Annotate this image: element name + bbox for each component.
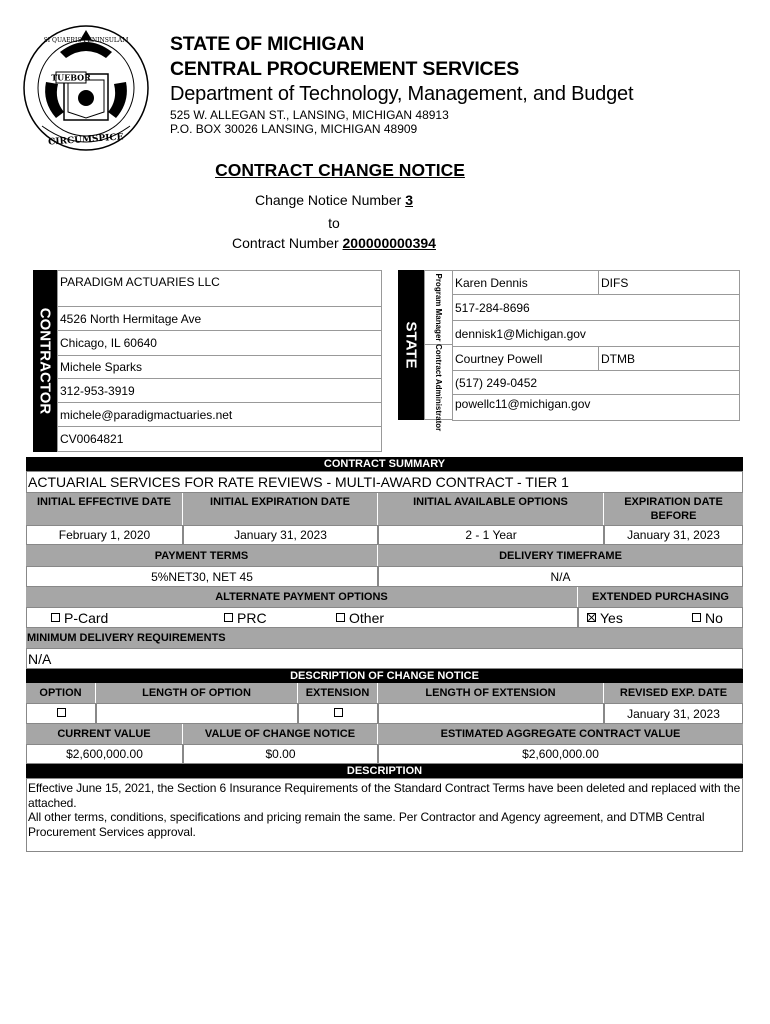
prc-option[interactable]: PRC bbox=[224, 610, 267, 626]
contractor-name: PARADIGM ACTUARIES LLC bbox=[58, 271, 381, 307]
contract-administrator-email: powellc11@michigan.gov bbox=[455, 397, 591, 411]
aggregate-value: $2,600,000.00 bbox=[378, 744, 743, 764]
initial-expiration-date-header: INITIAL EXPIRATION DATE bbox=[183, 493, 378, 525]
value-of-change-header: VALUE OF CHANGE NOTICE bbox=[183, 724, 378, 744]
extended-purchasing bbox=[578, 607, 743, 628]
option-checkbox[interactable] bbox=[57, 708, 66, 717]
expiration-date-before-header: EXPIRATION DATE BEFORE bbox=[604, 493, 743, 525]
state-side-label: STATE bbox=[398, 270, 424, 420]
contract-administrator-agency: DTMB bbox=[599, 347, 739, 371]
state-contact-info bbox=[452, 270, 740, 421]
current-value: $2,600,000.00 bbox=[26, 744, 183, 764]
initial-effective-date-header: INITIAL EFFECTIVE DATE bbox=[26, 493, 183, 525]
contractor-city: Chicago, IL 60640 bbox=[60, 336, 157, 350]
revised-exp-date-header: REVISED EXP. DATE bbox=[604, 683, 743, 703]
initial-expiration-date: January 31, 2023 bbox=[183, 525, 378, 545]
expiration-date-before: January 31, 2023 bbox=[604, 525, 743, 545]
document-title: CONTRACT CHANGE NOTICE bbox=[215, 160, 465, 180]
program-manager-email: dennisk1@Michigan.gov bbox=[453, 321, 739, 347]
contractor-email: michele@paradigmactuaries.net bbox=[58, 403, 381, 427]
description-paragraph-2: All other terms, conditions, specifications and pricing remain the same. Per Contractor and Agency agreement, and DTMB Central Procurement Services approval. bbox=[28, 810, 705, 839]
yes-checkbox-checked[interactable] bbox=[587, 613, 596, 622]
department-heading: Department of Technology, Management, and Budget bbox=[170, 83, 634, 105]
aggregate-value-header: ESTIMATED AGGREGATE CONTRACT VALUE bbox=[378, 724, 743, 744]
prc-checkbox[interactable] bbox=[224, 613, 233, 622]
change-description bbox=[26, 778, 743, 852]
current-value-header: CURRENT VALUE bbox=[26, 724, 183, 744]
contractor-street: 4526 North Hermitage Ave bbox=[58, 307, 381, 331]
other-checkbox[interactable] bbox=[336, 613, 345, 622]
delivery-timeframe: N/A bbox=[378, 566, 743, 587]
length-of-extension-cell bbox=[378, 703, 604, 724]
contractor-info bbox=[57, 270, 382, 452]
po-box-address: P.O. BOX 30026 LANSING, MICHIGAN 48909 bbox=[170, 122, 418, 136]
no-checkbox[interactable] bbox=[692, 613, 701, 622]
program-manager-phone: 517-284-8696 bbox=[453, 295, 739, 321]
michigan-state-seal bbox=[20, 22, 152, 154]
alternate-payment-options-header: ALTERNATE PAYMENT OPTIONS bbox=[26, 587, 578, 607]
minimum-delivery: N/A bbox=[26, 648, 743, 669]
initial-effective-date: February 1, 2020 bbox=[26, 525, 183, 545]
description-heading: DESCRIPTION bbox=[26, 764, 743, 778]
extended-yes-option[interactable]: Yes bbox=[587, 610, 623, 626]
contractor-phone: 312-953-3919 bbox=[58, 379, 381, 403]
program-manager-name: Karen Dennis bbox=[453, 271, 599, 295]
delivery-timeframe-header: DELIVERY TIMEFRAME bbox=[378, 545, 743, 566]
contract-administrator-label-box bbox=[424, 344, 452, 432]
minimum-delivery-header: MINIMUM DELIVERY REQUIREMENTS bbox=[26, 628, 743, 648]
contractor-contact: Michele Sparks bbox=[58, 355, 381, 379]
program-manager-label: Program Manager bbox=[434, 273, 443, 342]
length-of-option-header: LENGTH OF OPTION bbox=[96, 683, 298, 703]
program-manager-label-box bbox=[424, 270, 452, 345]
description-paragraph-1: Effective June 15, 2021, the Section 6 Insurance Requirements of the Standard Contract Terms have been deleted and replaced with the attached. bbox=[28, 781, 741, 810]
option-header: OPTION bbox=[26, 683, 96, 703]
payment-terms: 5%NET30, NET 45 bbox=[26, 566, 378, 587]
pcard-option[interactable]: P-Card bbox=[51, 610, 108, 626]
length-of-option-cell bbox=[96, 703, 298, 724]
extension-cell bbox=[298, 703, 378, 724]
agency-heading: CENTRAL PROCUREMENT SERVICES bbox=[170, 58, 520, 80]
contract-description: ACTUARIAL SERVICES FOR RATE REVIEWS - MULTI-AWARD CONTRACT - TIER 1 bbox=[26, 471, 743, 493]
extension-checkbox[interactable] bbox=[334, 708, 343, 717]
contract-administrator-name: Courtney Powell bbox=[453, 347, 599, 371]
contractor-vendor-id: CV0064821 bbox=[60, 432, 124, 446]
option-cell bbox=[26, 703, 96, 724]
extension-header: EXTENSION bbox=[298, 683, 378, 703]
extended-no-option[interactable]: No bbox=[692, 610, 723, 626]
contract-administrator-label: Contract Administrator bbox=[434, 344, 443, 432]
revised-exp-date: January 31, 2023 bbox=[604, 703, 743, 724]
state-heading: STATE OF MICHIGAN bbox=[170, 33, 365, 55]
value-of-change: $0.00 bbox=[183, 744, 378, 764]
street-address: 525 W. ALLEGAN ST., LANSING, MICHIGAN 48913 bbox=[170, 108, 449, 122]
program-manager-agency: DIFS bbox=[599, 271, 739, 295]
contract-number: Contract Number 200000000394 bbox=[232, 235, 436, 251]
alternate-payment-options bbox=[26, 607, 578, 628]
payment-terms-header: PAYMENT TERMS bbox=[26, 545, 378, 566]
change-notice-number: Change Notice Number 3 bbox=[255, 192, 413, 208]
contract-summary-heading: CONTRACT SUMMARY bbox=[26, 457, 743, 471]
extended-purchasing-header: EXTENDED PURCHASING bbox=[578, 587, 743, 607]
contractor-side-label: CONTRACTOR bbox=[33, 270, 57, 452]
svg-text:SI QUAERIS PENINSULAM: SI QUAERIS PENINSULAM bbox=[43, 37, 129, 44]
change-notice-heading: DESCRIPTION OF CHANGE NOTICE bbox=[26, 669, 743, 683]
to-label: to bbox=[328, 215, 340, 231]
svg-text:CIRCUMSPICE: CIRCUMSPICE bbox=[47, 132, 124, 148]
contract-administrator-phone: (517) 249-0452 bbox=[453, 371, 739, 395]
pcard-checkbox[interactable] bbox=[51, 613, 60, 622]
other-option[interactable]: Other bbox=[336, 610, 384, 626]
initial-available-options-header: INITIAL AVAILABLE OPTIONS bbox=[378, 493, 604, 525]
svg-text:TUEBOR: TUEBOR bbox=[51, 72, 91, 83]
initial-available-options: 2 - 1 Year bbox=[378, 525, 604, 545]
length-of-extension-header: LENGTH OF EXTENSION bbox=[378, 683, 604, 703]
